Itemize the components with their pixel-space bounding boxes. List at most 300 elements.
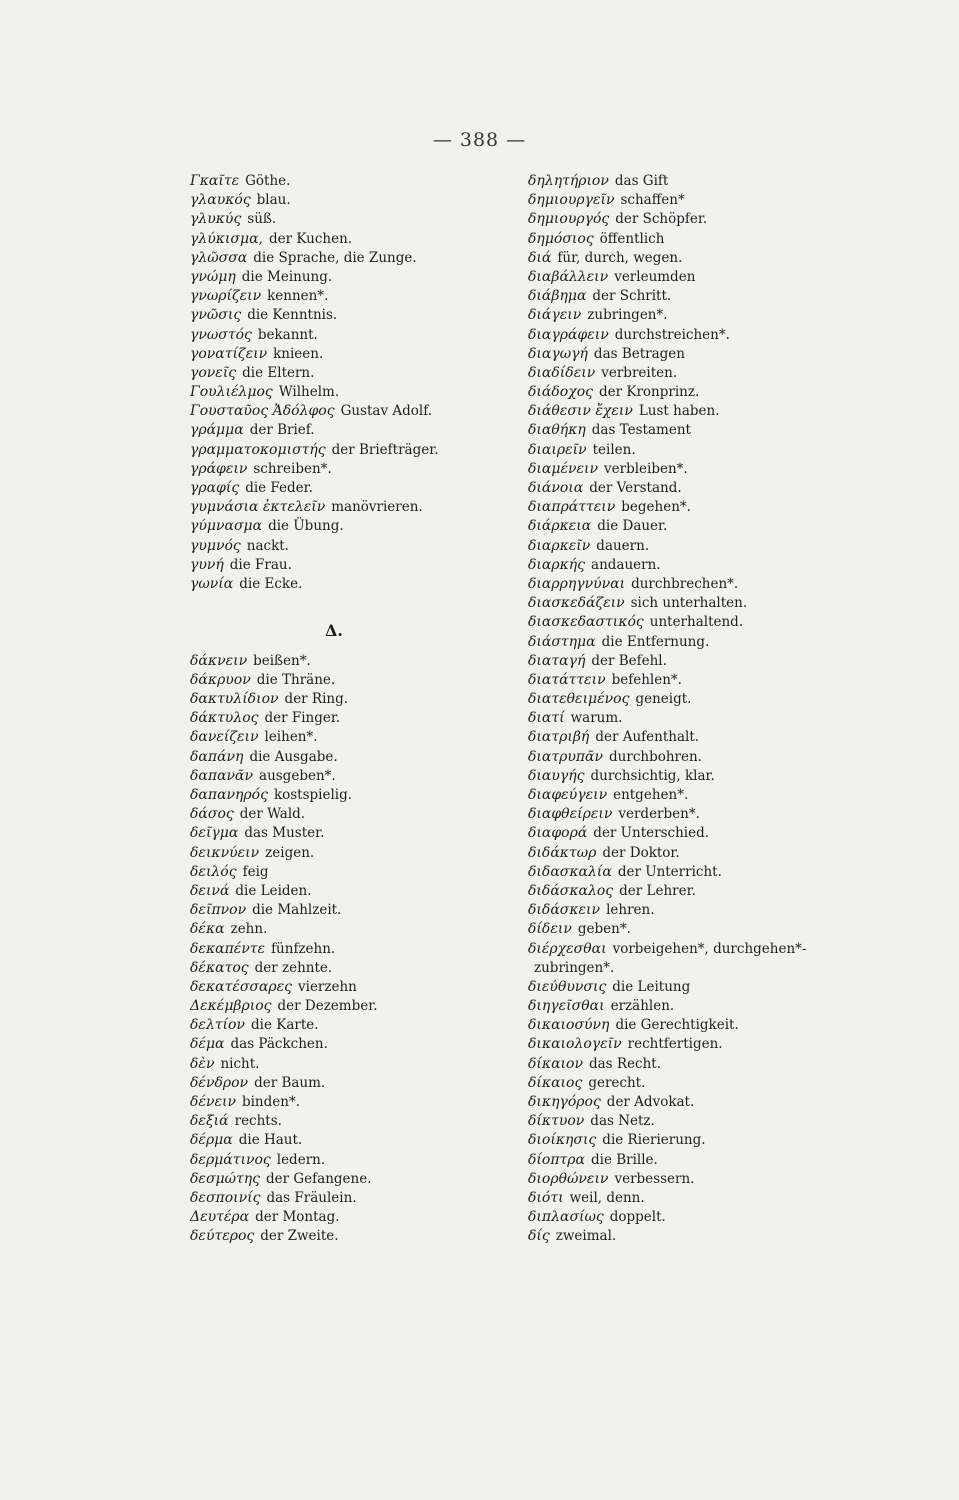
dictionary-entry xyxy=(190,1112,510,1131)
dictionary-entry xyxy=(190,268,510,287)
german-translation: zubringen*. xyxy=(534,959,615,976)
dictionary-entry xyxy=(190,844,510,863)
greek-term: διαφθείρειν xyxy=(528,806,613,823)
dictionary-entry xyxy=(190,249,510,268)
german-translation: erzählen. xyxy=(610,998,675,1015)
german-translation: leihen*. xyxy=(264,729,318,746)
greek-term: διατί xyxy=(528,710,565,727)
greek-term: δικαιοσύνη xyxy=(528,1017,610,1034)
german-translation: der Schritt. xyxy=(592,288,672,305)
greek-term: διατρυπᾶν xyxy=(528,748,604,765)
greek-term: δίκτυον xyxy=(528,1113,585,1130)
dictionary-entry xyxy=(190,383,510,402)
dictionary-entry xyxy=(190,230,510,249)
german-translation: der Briefträger. xyxy=(331,441,439,458)
german-translation: Göthe. xyxy=(245,173,291,189)
greek-term: διάβημα xyxy=(528,288,587,305)
greek-term: δάσος xyxy=(190,806,234,823)
german-translation: binden*. xyxy=(241,1094,300,1110)
greek-term: διάγειν xyxy=(528,307,582,324)
german-translation: verbleiben*. xyxy=(604,460,688,477)
greek-term: διαφορά xyxy=(528,825,588,842)
german-translation: das Recht. xyxy=(588,1055,662,1072)
german-translation: der Brief. xyxy=(249,422,315,439)
dictionary-entry xyxy=(190,940,510,959)
greek-term: δεσμώτης xyxy=(190,1170,260,1187)
german-translation: warum. xyxy=(570,710,623,727)
german-translation: die Sprache, die Zunge. xyxy=(253,249,417,266)
german-translation: feig xyxy=(242,863,269,880)
dictionary-entry xyxy=(190,1016,510,1035)
greek-term: δεξιά xyxy=(190,1113,229,1130)
german-translation: zeigen. xyxy=(265,844,315,861)
dictionary-entry xyxy=(528,537,828,556)
german-translation: doppelt. xyxy=(609,1209,666,1226)
german-translation: die Karte. xyxy=(251,1017,319,1034)
german-translation: vorbeigehen*, durchgehen*- xyxy=(612,940,807,957)
greek-term: δέκατος xyxy=(190,959,249,976)
dictionary-entry xyxy=(190,959,510,978)
dictionary-entry xyxy=(190,709,510,728)
german-translation: rechts. xyxy=(234,1113,282,1130)
german-translation: fünfzehn. xyxy=(271,940,336,957)
dictionary-entry xyxy=(190,1055,510,1074)
greek-term: διά xyxy=(528,249,552,266)
dictionary-entry xyxy=(528,805,828,824)
german-translation: schaffen* xyxy=(620,192,685,209)
german-translation: unterhaltend. xyxy=(649,614,744,631)
german-translation: rechtfertigen. xyxy=(627,1036,723,1053)
german-translation: der Finger. xyxy=(264,710,341,727)
greek-term: δηλητήριον xyxy=(528,173,609,189)
german-translation: begehen*. xyxy=(621,499,691,516)
page-number: — 388 — xyxy=(432,129,527,151)
german-translation: die Leiden. xyxy=(235,882,312,899)
greek-term: γνώμη xyxy=(190,268,236,285)
german-translation: der Unterricht. xyxy=(617,863,722,880)
letter-heading: Δ. xyxy=(325,621,343,640)
german-translation: geneigt. xyxy=(635,691,692,708)
greek-term: διδασκαλία xyxy=(528,863,612,880)
german-translation: geben*. xyxy=(577,921,631,938)
german-translation: nackt. xyxy=(246,537,289,554)
german-translation: das Betragen xyxy=(593,345,685,362)
greek-term: διπλασίως xyxy=(528,1209,604,1226)
german-translation: der zehnte. xyxy=(254,959,333,976)
greek-term: δέρμα xyxy=(190,1132,233,1149)
greek-term: δεῖπνον xyxy=(190,902,247,919)
greek-term: δέκα xyxy=(190,921,225,938)
dictionary-entry xyxy=(528,594,828,613)
greek-term: διάστημα xyxy=(528,633,596,650)
dictionary-entry xyxy=(528,556,828,575)
greek-term: δελτίον xyxy=(190,1017,245,1034)
german-translation: verderben*. xyxy=(618,806,700,823)
german-translation: zubringen*. xyxy=(587,307,668,324)
german-translation: entgehen*. xyxy=(613,787,689,803)
german-translation: durchsichtig, klar. xyxy=(590,767,715,784)
dictionary-entry xyxy=(528,824,828,843)
german-translation: der Kronprinz. xyxy=(598,384,700,401)
dictionary-entry xyxy=(528,978,828,997)
german-translation: durchbrechen*. xyxy=(631,575,739,592)
german-translation: das Gift xyxy=(614,173,669,189)
dictionary-entry xyxy=(190,1208,510,1227)
german-translation: der Verstand. xyxy=(589,480,682,496)
german-translation: die Eltern. xyxy=(242,364,315,381)
dictionary-entry xyxy=(528,1151,828,1170)
greek-term: διαφεύγειν xyxy=(528,787,608,803)
german-translation: schreiben*. xyxy=(253,460,332,477)
german-translation: die Ecke. xyxy=(239,575,303,592)
german-translation: der Montag. xyxy=(255,1209,340,1226)
german-translation: der Gefangene. xyxy=(266,1170,372,1187)
german-translation: für, durch, wegen. xyxy=(557,249,683,266)
dictionary-entry xyxy=(190,690,510,709)
dictionary-entry xyxy=(528,767,828,786)
greek-term: γυμνός xyxy=(190,537,241,554)
greek-term: διεύθυνσις xyxy=(528,978,607,995)
german-translation: vierzehn xyxy=(298,978,357,995)
german-translation: die Ausgabe. xyxy=(249,748,338,765)
greek-term: Γκαῖτε xyxy=(190,173,240,189)
dictionary-entry xyxy=(528,671,828,690)
greek-term: διδάκτωρ xyxy=(528,844,597,861)
german-translation: befehlen*. xyxy=(611,671,682,688)
dictionary-entry xyxy=(190,517,510,536)
german-translation: bekannt. xyxy=(257,326,318,343)
german-translation: gerecht. xyxy=(588,1074,646,1091)
german-translation: der Kuchen. xyxy=(268,230,353,247)
greek-term: γραφίς xyxy=(190,480,240,496)
greek-term: διαρκής xyxy=(528,556,586,573)
greek-term: διατεθειμένος xyxy=(528,691,630,708)
dictionary-entry xyxy=(190,1074,510,1093)
greek-term: διαβάλλειν xyxy=(528,268,609,285)
dictionary-entry xyxy=(528,402,828,421)
german-translation: das Päckchen. xyxy=(230,1036,328,1053)
greek-term: Δεκέμβριος xyxy=(190,998,272,1015)
dictionary-entry xyxy=(528,172,828,191)
greek-term: διδάσκειν xyxy=(528,902,601,919)
german-translation: der Ring. xyxy=(284,691,349,708)
greek-term: γλῶσσα xyxy=(190,249,248,266)
dictionary-entry xyxy=(528,690,828,709)
dictionary-entry xyxy=(190,1131,510,1150)
dictionary-entry xyxy=(528,1093,828,1112)
dictionary-entry xyxy=(528,421,828,440)
dictionary-entry xyxy=(190,402,510,421)
dictionary-entry xyxy=(190,594,510,613)
greek-term: διατριβή xyxy=(528,729,590,746)
greek-term: δένειν xyxy=(190,1094,236,1110)
dictionary-entry xyxy=(190,1189,510,1208)
greek-term: δαπανᾶν xyxy=(190,767,254,784)
greek-term: δικαιολογεῖν xyxy=(528,1036,622,1053)
german-translation: nicht. xyxy=(220,1055,260,1072)
german-translation: süß. xyxy=(247,211,277,228)
greek-term: γλύκισμα, xyxy=(190,230,263,247)
greek-term: δικηγόρος xyxy=(528,1094,601,1110)
dictionary-entry xyxy=(190,306,510,325)
dictionary-entry xyxy=(528,882,828,901)
dictionary-entry xyxy=(528,268,828,287)
german-translation: das Netz. xyxy=(590,1113,655,1130)
greek-term: δεκαπέντε xyxy=(190,940,266,957)
german-translation: die Thräne. xyxy=(256,671,336,688)
german-translation: die Haut. xyxy=(238,1132,303,1149)
greek-term: δίκαιον xyxy=(528,1055,583,1072)
german-translation: sich unterhalten. xyxy=(630,595,748,612)
dictionary-entry xyxy=(528,191,828,210)
greek-term: διαταγή xyxy=(528,652,586,669)
german-translation: die Brille. xyxy=(590,1151,658,1168)
greek-term: διαυγής xyxy=(528,767,585,784)
greek-term: διαπράττειν xyxy=(528,499,616,516)
greek-term: γυμνάσια ἐκτελεῖν xyxy=(190,499,326,516)
greek-term: δημόσιος xyxy=(528,230,594,247)
greek-term: δίοπτρα xyxy=(528,1151,585,1168)
dictionary-entry xyxy=(528,517,828,536)
greek-term: Γουλιέλμος xyxy=(190,384,273,401)
dictionary-entry xyxy=(190,920,510,939)
dictionary-entry xyxy=(528,920,828,939)
greek-term: δεύτερος xyxy=(190,1228,255,1245)
dictionary-entry xyxy=(190,901,510,920)
greek-term: δένδρον xyxy=(190,1074,249,1091)
greek-term: δαπάνη xyxy=(190,748,244,765)
german-translation: der Befehl. xyxy=(591,652,667,669)
dictionary-entry xyxy=(528,748,828,767)
dictionary-entry xyxy=(528,1170,828,1189)
dictionary-entry xyxy=(528,326,828,345)
dictionary-entry xyxy=(190,345,510,364)
dictionary-entry xyxy=(190,671,510,690)
greek-term: διάδοχος xyxy=(528,384,593,401)
dictionary-entry xyxy=(190,882,510,901)
dictionary-entry xyxy=(190,498,510,517)
dictionary-entry xyxy=(528,863,828,882)
dictionary-entry xyxy=(190,824,510,843)
dictionary-entry xyxy=(190,767,510,786)
greek-term: δεικνύειν xyxy=(190,844,260,861)
german-translation: verbessern. xyxy=(614,1170,695,1187)
dictionary-entry xyxy=(528,1227,828,1246)
greek-term: διδάσκαλος xyxy=(528,882,614,899)
greek-term: διατάττειν xyxy=(528,671,606,688)
german-translation: dauern. xyxy=(596,537,650,554)
german-translation: ledern. xyxy=(276,1151,326,1168)
greek-term: γονατίζειν xyxy=(190,345,268,362)
greek-term: γνωρίζειν xyxy=(190,288,262,305)
greek-term: δαπανηρός xyxy=(190,787,268,803)
dictionary-entry xyxy=(190,326,510,345)
left-column xyxy=(190,172,510,1247)
dictionary-entry xyxy=(190,728,510,747)
greek-term: Δευτέρα xyxy=(190,1209,250,1226)
german-translation: knieen. xyxy=(273,345,324,362)
greek-term: διαρκεῖν xyxy=(528,537,591,554)
greek-term: διαθήκη xyxy=(528,422,586,439)
greek-term: γνῶσις xyxy=(190,307,242,324)
dictionary-entry xyxy=(190,978,510,997)
greek-term: διασκεδάζειν xyxy=(528,595,625,612)
german-translation: durchstreichen*. xyxy=(614,326,730,343)
german-translation: teilen. xyxy=(592,441,636,458)
german-translation: zweimal. xyxy=(555,1228,617,1245)
german-translation: die Kenntnis. xyxy=(247,307,338,324)
dictionary-entry xyxy=(528,287,828,306)
german-translation: lehren. xyxy=(606,902,655,919)
dictionary-entry xyxy=(190,191,510,210)
greek-term: γλυκύς xyxy=(190,211,242,228)
german-translation: der Dezember. xyxy=(277,998,378,1015)
dictionary-entry xyxy=(528,844,828,863)
german-translation: der Wald. xyxy=(239,806,306,823)
greek-term: διάνοια xyxy=(528,480,584,496)
greek-term: γυνή xyxy=(190,556,224,573)
german-translation: ausgeben*. xyxy=(259,767,336,784)
greek-term: διηγεῖσθαι xyxy=(528,998,605,1015)
dictionary-entry xyxy=(190,1227,510,1246)
dictionary-entry xyxy=(528,997,828,1016)
greek-term: δεσποινίς xyxy=(190,1189,261,1206)
dictionary-entry xyxy=(190,421,510,440)
dictionary-entry xyxy=(528,383,828,402)
dictionary-entry xyxy=(528,1016,828,1035)
dictionary-entry xyxy=(190,652,510,671)
greek-term: δεῖγμα xyxy=(190,825,239,842)
german-translation: der Schöpfer. xyxy=(615,211,708,228)
german-translation: öffentlich xyxy=(599,230,665,247)
greek-term: διαρρηγνύναι xyxy=(528,575,626,592)
german-translation: beißen*. xyxy=(253,652,311,669)
dictionary-entry xyxy=(190,748,510,767)
dictionary-entry xyxy=(190,210,510,229)
greek-term: διότι xyxy=(528,1189,564,1206)
greek-term: δίκαιος xyxy=(528,1074,583,1091)
greek-term: διαδίδειν xyxy=(528,364,596,381)
german-translation: die Mahlzeit. xyxy=(252,902,342,919)
greek-term: διαγωγή xyxy=(528,345,588,362)
german-translation: das Testament xyxy=(591,422,691,439)
dictionary-entry xyxy=(190,1093,510,1112)
dictionary-entry xyxy=(190,460,510,479)
greek-term: δέμα xyxy=(190,1036,225,1053)
dictionary-entry xyxy=(528,479,828,498)
german-translation: die Meinung. xyxy=(241,268,333,285)
dictionary-entry xyxy=(190,556,510,575)
german-translation: die Übung. xyxy=(268,518,344,535)
greek-term: γράφειν xyxy=(190,460,248,477)
dictionary-entry xyxy=(528,901,828,920)
dictionary-entry xyxy=(528,633,828,652)
greek-term: διαμένειν xyxy=(528,460,599,477)
dictionary-entry xyxy=(190,805,510,824)
dictionary-entry xyxy=(528,210,828,229)
greek-term: δεκατέσσαρες xyxy=(190,978,292,995)
greek-term: διαγράφειν xyxy=(528,326,609,343)
dictionary-entry xyxy=(190,172,510,191)
greek-term: διαιρεῖν xyxy=(528,441,587,458)
right-column xyxy=(528,172,828,1247)
greek-term: γραμματοκομιστής xyxy=(190,441,326,458)
german-translation: blau. xyxy=(256,192,291,209)
greek-term: δειλός xyxy=(190,863,237,880)
german-translation: kostspielig. xyxy=(273,787,353,803)
german-translation: durchbohren. xyxy=(609,748,702,765)
german-translation: der Unterschied. xyxy=(593,825,710,842)
greek-term: γωνία xyxy=(190,575,234,592)
greek-term: δημιουργεῖν xyxy=(528,192,615,209)
greek-term: δίς xyxy=(528,1228,550,1245)
greek-term: διορθώνειν xyxy=(528,1170,609,1187)
german-translation: der Lehrer. xyxy=(619,882,696,899)
german-translation: Wilhelm. xyxy=(278,384,340,401)
greek-term: δανείζειν xyxy=(190,729,259,746)
dictionary-entry xyxy=(528,940,828,959)
dictionary-entry xyxy=(528,959,828,978)
dictionary-entry xyxy=(528,364,828,383)
german-translation: zehn. xyxy=(230,921,268,938)
dictionary-entry xyxy=(190,479,510,498)
dictionary-entry xyxy=(190,1035,510,1054)
german-translation: Lust haben. xyxy=(638,403,720,420)
dictionary-entry xyxy=(190,1170,510,1189)
greek-term: δάκτυλος xyxy=(190,710,259,727)
greek-term: διάθεσιν ἔχειν xyxy=(528,403,633,420)
dictionary-entry xyxy=(190,575,510,594)
dictionary-entry xyxy=(190,863,510,882)
german-translation: die Feder. xyxy=(245,480,313,496)
greek-term: Γουσταῦος Ἀδόλφος xyxy=(190,403,335,420)
german-translation: die Entfernung. xyxy=(601,633,710,650)
dictionary-entry xyxy=(528,498,828,517)
german-translation: der Advokat. xyxy=(606,1094,695,1110)
greek-term: δεινά xyxy=(190,882,230,899)
dictionary-entry xyxy=(190,287,510,306)
german-translation: der Doktor. xyxy=(602,844,680,861)
german-translation: weil, denn. xyxy=(569,1189,645,1206)
dictionary-entry xyxy=(528,652,828,671)
greek-term: δὲν xyxy=(190,1055,215,1072)
dictionary-entry xyxy=(528,728,828,747)
german-translation: das Fräulein. xyxy=(266,1189,357,1206)
dictionary-entry xyxy=(528,460,828,479)
german-translation: manövrieren. xyxy=(331,499,423,516)
german-translation: der Baum. xyxy=(254,1074,326,1091)
german-translation: die Gerechtigkeit. xyxy=(615,1017,739,1034)
dictionary-entry xyxy=(528,230,828,249)
dictionary-entry xyxy=(528,613,828,632)
german-translation: die Dauer. xyxy=(597,518,668,535)
greek-term: δερμάτινος xyxy=(190,1151,271,1168)
greek-term: διάρκεια xyxy=(528,518,592,535)
german-translation: kennen*. xyxy=(267,288,329,305)
greek-term: δίδειν xyxy=(528,921,572,938)
german-translation: die Leitung xyxy=(612,978,691,995)
greek-term: γονεῖς xyxy=(190,364,237,381)
dictionary-entry xyxy=(528,1055,828,1074)
dictionary-entry xyxy=(190,441,510,460)
greek-term: γύμνασμα xyxy=(190,518,263,535)
dictionary-entry xyxy=(190,1151,510,1170)
dictionary-entry xyxy=(528,1112,828,1131)
dictionary-entry xyxy=(528,345,828,364)
german-translation: die Rierierung. xyxy=(602,1132,706,1149)
greek-term: δάκνειν xyxy=(190,652,248,669)
dictionary-entry xyxy=(528,249,828,268)
